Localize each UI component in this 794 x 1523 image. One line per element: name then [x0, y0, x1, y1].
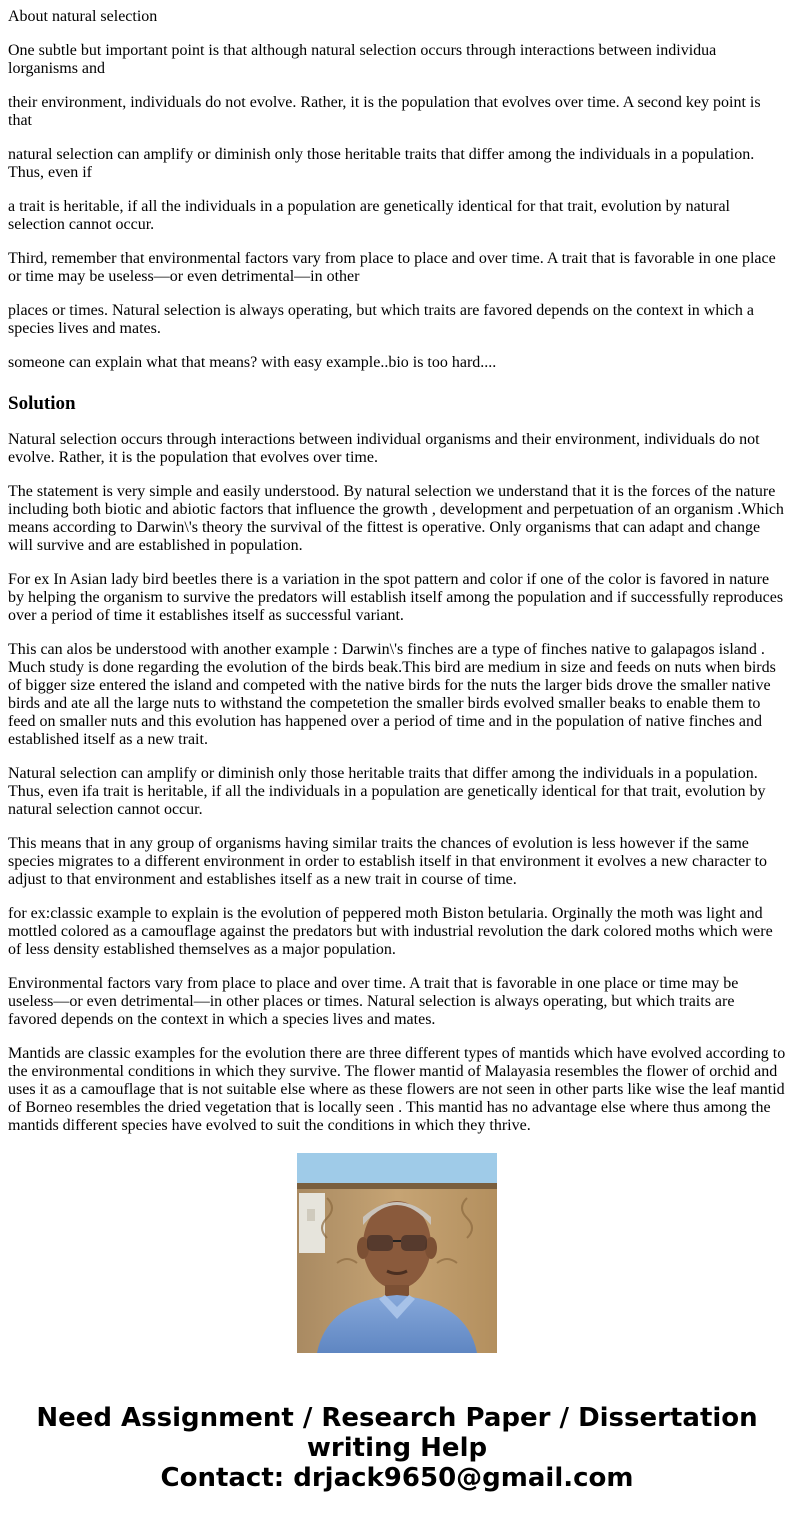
question-paragraph: places or times. Natural selection is always operating, but which traits are favored depends on the context in which a species lives and mates.: [8, 302, 754, 337]
solution-paragraph: Mantids are classic examples for the evolution there are three different types of mantids which have evolved according to the environmental conditions in which they survive. The flower mantid of Malayasia resembles the flower of orchid and uses it as a camouflage that is not suitable else where as these flowers are not seen in other parts like wise the leaf mantid of Borneo resembles the dried vegetation that is locally seen . This mantid has no advantage else where thus among the mantids different species have evolved to suit the conditions in which they thrive.: [8, 1045, 786, 1134]
solution-paragraph: Environmental factors vary from place to place and over time. A trait that is favorable in one place or time may be useless—or even detrimental—in other places or times. Natural selection is always operating, but which traits are favored depends on the context in which a species lives and mates.: [8, 975, 739, 1028]
solution-heading: Solution: [8, 393, 76, 414]
solution-paragraph: For ex In Asian lady bird beetles there is a variation in the spot pattern and color if one of the color is favored in nature by helping the organism to survive the predators will establish itself among the population and if successfully reproduces over a period of time it establishes itself as successful variant.: [8, 571, 784, 624]
promo-contact: Contact: drjack9650@gmail.com: [160, 1463, 634, 1493]
promo-banner: [0, 1403, 794, 1493]
question-paragraph: Third, remember that environmental factors vary from place to place and over time. A trait that is favorable in one place or time may be useless—or even detrimental—in other: [8, 250, 776, 285]
question-paragraph: About natural selection: [8, 8, 158, 25]
question-paragraph: someone can explain what that means? with easy example..bio is too hard....: [8, 354, 497, 371]
solution-paragraph: This can alos be understood with another example : Darwin\'s finches are a type of finches native to galapagos island . Much study is done regarding the evolution of the birds beak.This bird are medium in size and feeds on nuts when birds of bigger size entered the island and competed with the native birds for the nuts the larger bids drove the smaller native birds and ate all the large nuts to withstand the competetion the smaller birds evolved smaller beaks to enable them to feed on smaller nuts and this evolution has happened over a period of time and in the population of native finches and established itself as a new trait.: [8, 641, 776, 748]
solution-paragraph: The statement is very simple and easily understood. By natural selection we understand that it is the forces of the nature including both biotic and abiotic factors that influence the growth , development and perpetuation of an organism .Which means according to Darwin\'s theory the survival of the fittest is operative. Only organisms that can adapt and change will survive and are established in population.: [8, 483, 784, 554]
question-paragraph: natural selection can amplify or diminish only those heritable traits that differ among the individuals in a population. Thus, even if: [8, 146, 755, 181]
solution-paragraph: This means that in any group of organisms having similar traits the chances of evolution is less however if the same species migrates to a different environment in order to establish itself in that environment it evolves a new character to adjust to that environment and establishes itself as a new trait in course of time.: [8, 835, 768, 888]
article-content: [8, 0, 786, 1134]
solution-paragraph: Natural selection can amplify or diminish only those heritable traits that differ among the individuals in a population. Thus, even ifa trait is heritable, if all the individuals in a population are genetically identical for that trait, evolution by natural selection cannot occur.: [8, 765, 766, 818]
solution-paragraph: Natural selection occurs through interactions between individual organisms and their environment, individuals do not evolve. Rather, it is the population that evolves over time.: [8, 431, 760, 466]
question-paragraph: a trait is heritable, if all the individuals in a population are genetically identical for that trait, evolution by natural selection cannot occur.: [8, 198, 730, 233]
question-paragraph: their environment, individuals do not evolve. Rather, it is the population that evolves over time. A second key point is that: [8, 94, 761, 129]
promo-line-2: writing Help: [306, 1433, 488, 1463]
solution-paragraph: for ex:classic example to explain is the evolution of peppered moth Biston betularia. Orginally the moth was light and mottled colored as a camouflage against the predators but with industrial revolution the dark colored moths which were of less density established themselves as a major population.: [8, 905, 773, 958]
avatar-portrait-image: [297, 1153, 497, 1353]
question-paragraph: One subtle but important point is that although natural selection occurs through interactions between individua lorganisms and: [8, 42, 717, 77]
promo-line-1: Need Assignment / Research Paper / Dissertation: [36, 1403, 758, 1433]
avatar: [297, 1153, 497, 1353]
